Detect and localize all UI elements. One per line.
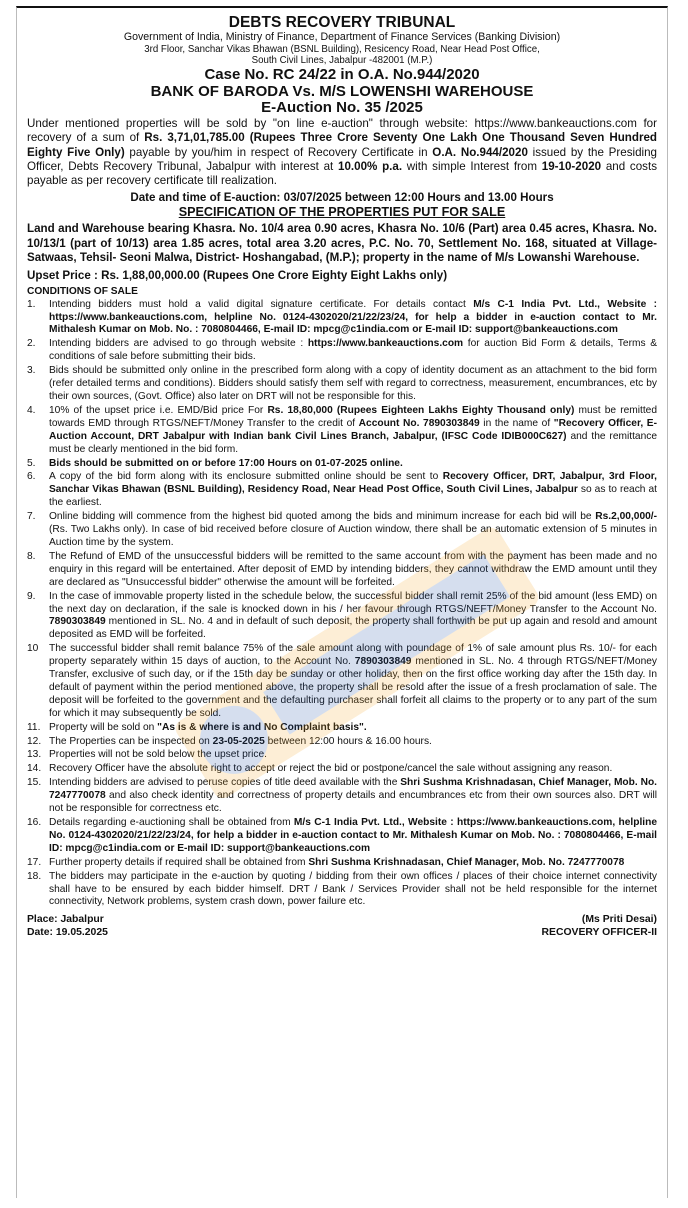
condition-number: 4. xyxy=(27,404,36,416)
condition-text xyxy=(49,551,657,590)
condition-text xyxy=(49,591,657,643)
condition-text-part: 23-05-2025 xyxy=(212,735,265,747)
case-number: Case No. RC 24/22 in O.A. No.944/2020 xyxy=(204,66,480,84)
condition-text-part: Online bidding will commence from the highest bid quoted among the bids and minimum increase for each bid will be xyxy=(49,511,596,523)
conditions-heading: CONDITIONS OF SALE xyxy=(27,285,138,297)
condition-item xyxy=(27,299,657,338)
condition-item xyxy=(27,471,657,510)
condition-text-part: 10% of the upset price i.e. EMD/Bid price For xyxy=(49,404,268,416)
signatory-name: (Ms Priti Desai) xyxy=(581,914,657,926)
condition-number: 7. xyxy=(27,511,36,523)
condition-number: 5. xyxy=(27,457,36,469)
conditions-list xyxy=(27,299,657,910)
condition-number: 15. xyxy=(27,777,42,789)
condition-number: 6. xyxy=(27,471,36,483)
notice-page xyxy=(16,6,668,1198)
condition-item xyxy=(27,749,657,762)
auction-number: E-Auction No. 35 /2025 xyxy=(261,99,423,117)
condition-text xyxy=(49,365,657,404)
auction-datetime: Date and time of E-auction: 03/07/2025 between 12:00 Hours and 13.00 Hours xyxy=(130,190,554,204)
condition-text-part: so as to reach at the earliest. xyxy=(49,484,657,509)
condition-text-part: Further property details if required shall be obtained from xyxy=(49,856,309,868)
condition-text-part: Bids should be submitted only online in the prescribed form along with a copy of identity document as an attachment to the bid form (refer detailed terms and conditions). Bidders should satisfy them self with regard to correctness, measurement, encumbrances, etc by their own sources, (Govt. Office) also later on DRT will not be responsible for this. xyxy=(49,365,657,402)
condition-item xyxy=(27,338,657,364)
intro-text-2: payable by you/him in respect of Recovery Certificate in xyxy=(124,145,433,159)
condition-text xyxy=(49,511,657,550)
condition-text xyxy=(49,405,657,457)
condition-text-part: Shri Sushma Krishnadasan, Chief Manager, Mob. No. 7247770078 xyxy=(49,777,657,802)
condition-text-part: mentioned in SL. No. 4 through RTGS/NEFT/Money Transfer, exclusive of such day, or if the 15th day be sunday or other holiday, then on the first office working day after the 15th day. In default of payment within the period mentioned above, the property shall be resold after the issue of a fresh proclamation of sale. The deposit will be forfeited to the government and the defaulting purchaser shall forfeit all claims to the property or to any part of the sum for which it may subsequently be sold. xyxy=(49,656,657,719)
oa-number: O.A. No.944/2020 xyxy=(432,145,528,159)
condition-number: 10 xyxy=(27,643,39,655)
condition-text-part: in the name of xyxy=(479,417,554,429)
condition-text-part: 7890303849 xyxy=(354,656,412,668)
intro-paragraph xyxy=(27,117,657,189)
intro-text-1: Under mentioned properties will be sold by "on line e-auction" through website: https://www.bankeauctions.com for recovery of a sum of xyxy=(27,116,657,145)
condition-item xyxy=(27,643,657,720)
condition-number: 17. xyxy=(27,856,42,868)
condition-text xyxy=(49,458,657,471)
condition-text-part: and also check identity and correctness of property details and encumbrances etc from their own sources also. DRT will not be responsible for correctness etc. xyxy=(49,790,657,815)
condition-text xyxy=(49,338,657,364)
condition-number: 16. xyxy=(27,817,42,828)
condition-text-part: must be remitted towards EMD through RTGS/NEFT/Money Transfer to the credit of xyxy=(49,404,658,429)
condition-text-part: The bidders may participate in the e-auction by quoting / bidding from their own offices / places of their choice internet connectivity shall have to be ensured by each bidder himself. DRT / Bank / Services Provider shall not be held responsible for the internet connectivity, Network problems, system crash down, power failure etc. xyxy=(49,870,657,908)
condition-text-part: A copy of the bid form along with its enclosure submitted online should be sent to xyxy=(49,471,443,483)
condition-text xyxy=(49,299,657,338)
condition-text-part: The Properties can be inspected on xyxy=(49,735,213,747)
condition-text-part: The successful bidder shall remit balance 75% of the sale amount along with poundage of 1% of sale amount plus Rs. 10/- for each property separately within 15 days of auction, to the Account No. xyxy=(49,643,657,668)
tribunal-title: DEBTS RECOVERY TRIBUNAL xyxy=(228,14,456,31)
recovery-amount: Rs. 3,71,01,785.00 (Rupees Three Crore Seventy One Lakh One Thousand Seven Hundred Eighty Five Only) xyxy=(27,131,657,159)
condition-text-part: and the remittance must be clearly mentioned in the bid form. xyxy=(49,430,657,455)
address-line-1: 3rd Floor, Sanchar Vikas Bhawan (BSNL Building), Resicency Road, Near Head Post Office, xyxy=(144,43,540,55)
condition-number: 12. xyxy=(27,735,42,747)
condition-number: 18. xyxy=(27,870,42,882)
condition-text-part: Recovery Officer, DRT, Jabalpur, 3rd Floor, Sanchar Vikas Bhawan (BSNL Building), Residency Road, Near Head Post Office, South Civil Lines, Jabalpur xyxy=(49,471,657,496)
condition-item xyxy=(27,722,657,735)
interest-date: 19-10-2020 xyxy=(541,159,602,173)
condition-number: 1. xyxy=(27,298,36,310)
condition-text-part: mentioned in SL. No. 4 and in default of such deposit, the property shall forthwith be put up again and resold and amount deposited as EMD will be forfeited. xyxy=(49,616,657,641)
intro-text-3: issued by the Presiding Officer, Debts Recovery Tribunal, Jabalpur with interest at xyxy=(27,145,657,173)
footer-row-2 xyxy=(27,926,657,939)
condition-text-part: Rs. 18,80,000 (Rupees Eighteen Lakhs Eighty Thousand only) xyxy=(267,404,575,416)
condition-text-part: Property will be sold on xyxy=(49,721,158,733)
condition-item xyxy=(27,736,657,749)
condition-text-part: "As is & where is and No Complaint basis". xyxy=(157,721,367,733)
condition-item xyxy=(27,591,657,643)
condition-text-part: Shri Sushma Krishnadasan, Chief Manager, Mob. No. 7247770078 xyxy=(308,856,625,868)
interest-rate: 10.00% p.a. xyxy=(338,159,403,173)
condition-text-part: Account No. 7890303849 xyxy=(358,417,480,429)
condition-text-part: between 12:00 hours & 16.00 hours. xyxy=(264,735,432,747)
condition-item xyxy=(27,817,657,856)
condition-text-part: (Rs. Two Lakhs only). In case of bid received before closure of Auction window, there shall be an automatic extension of 5 minutes in Auction time by the system. xyxy=(49,524,657,548)
upset-price-value: Rs. 1,88,00,000.00 (Rupees One Crore Eighty Eight Lakhs only) xyxy=(97,269,448,283)
upset-price-label: Upset Price : xyxy=(27,269,98,283)
condition-item xyxy=(27,365,657,404)
condition-text-part: Rs.2,00,000/- xyxy=(595,511,657,523)
condition-text-part: The Refund of EMD of the unsuccessful bidders will be remitted to the same account from with the payment has been made and no enquiry in this regard will be entertained. After deposit of EMD by intending bidders, they cannot withdraw the EMD amount until they are declared as "Unsuccessful bidder" otherwise the amount will be forfeited. xyxy=(49,550,657,588)
condition-text-part: Intending bidders are advised to go through website : xyxy=(49,338,308,350)
condition-item xyxy=(27,458,657,471)
condition-text xyxy=(49,871,657,910)
condition-text xyxy=(49,763,657,776)
condition-text-part: "Recovery Officer, E-Auction Account, DRT Jabalpur with Indian bank Civil Lines Branch, Jabalpur, (IFSC Code IDIB000C627) xyxy=(49,417,657,442)
condition-text-part: In the case of immovable property listed in the schedule below, the successful bidder shall remit 25% of the bid amount (less EMD) on the next day on declaration, if the sale is knocked down in his / her favour through RTGS/NEFT/Money Transfer to the Account No. xyxy=(49,590,657,615)
condition-item xyxy=(27,551,657,590)
property-description: Land and Warehouse bearing Khasra. No. 10/4 area 0.90 acres, Khasra No. 10/6 (Part) area 0.45 acres, Khasra. No. 10/13/1 (part of 10/13) area 1.85 acres, total area 3.20 acres, P.C. No. 70, Settlement No. 168, situated at Village- Satwaas, Tehsil- Seoni Malwa, District- Hoshangabad, (M.P.); property in the name of M/s Lowanshi Warehouse. xyxy=(27,222,657,264)
condition-text-part: for auction Bid Form & details, Terms & conditions of sale before submitting their bids. xyxy=(49,338,657,363)
intro-text-4: with simple Interest from xyxy=(402,159,542,173)
condition-text xyxy=(49,643,657,720)
condition-item xyxy=(27,763,657,776)
footer-row-1 xyxy=(27,913,657,926)
condition-text-part: Intending bidders are advised to peruse copies of title deed available with the xyxy=(49,777,401,789)
condition-item xyxy=(27,511,657,550)
condition-number: 11. xyxy=(27,721,41,733)
intro-text-5: and costs payable as per recovery certificate till realization. xyxy=(27,159,657,188)
signatory-designation: RECOVERY OFFICER-II xyxy=(541,927,657,939)
condition-number: 13. xyxy=(27,749,42,761)
condition-text xyxy=(49,749,657,762)
condition-text xyxy=(49,471,657,510)
place: Place: Jabalpur xyxy=(27,914,104,926)
condition-text-part: Details regarding e-auctioning shall be obtained from xyxy=(49,817,294,828)
condition-text xyxy=(49,722,657,735)
condition-text-part: Properties will not be sold below the upset price. xyxy=(49,749,268,761)
condition-number: 8. xyxy=(27,550,36,562)
parties: BANK OF BARODA Vs. M/S LOWENSHI WAREHOUSE xyxy=(150,82,534,100)
condition-text-part: Intending bidders must hold a valid digital signature certificate. For details contact xyxy=(49,298,474,310)
condition-item xyxy=(27,777,657,816)
condition-text xyxy=(49,736,657,749)
condition-number: 9. xyxy=(27,590,36,602)
condition-item xyxy=(27,871,657,910)
address-line-2: South Civil Lines, Jabalpur -482001 (M.P.) xyxy=(251,55,433,67)
condition-item xyxy=(27,857,657,870)
condition-text-part: M/s C-1 India Pvt. Ltd., Website : https://www.bankeauctions.com, helpline No. 0124-4302020/21/22/23/24, for help a bidder in e-auction contact to Mr. Mithalesh Kumar on Mob. No. : 7080804466, E-mail ID: mpcg@c1india.com or E-mail ID: support@bankeauctions.com xyxy=(49,817,657,854)
condition-text xyxy=(49,817,657,856)
condition-number: 2. xyxy=(27,338,36,350)
spec-heading: SPECIFICATION OF THE PROPERTIES PUT FOR SALE xyxy=(178,205,506,220)
condition-text xyxy=(49,777,657,816)
upset-price xyxy=(27,269,657,283)
ministry-line: Government of India, Ministry of Finance, Department of Finance Services (Banking Division) xyxy=(123,31,561,43)
condition-text-part: 7890303849 xyxy=(49,616,106,628)
date: Date: 19.05.2025 xyxy=(27,927,108,939)
condition-text-part: Recovery Officer have the absolute right to accept or reject the bid or postpone/cancel the sale without assigning any reason. xyxy=(49,763,613,775)
condition-text-part: Bids should be submitted on or before 17:00 Hours on 01-07-2025 online. xyxy=(49,457,403,469)
condition-text-part: https://www.bankeauctions.com xyxy=(307,338,464,350)
condition-number: 3. xyxy=(27,365,36,377)
condition-text-part: M/s C-1 India Pvt. Ltd., Website : https://www.bankeauctions.com, helpline No. 0124-4302020/21/22/23/24, for help a bidder in e-auction contact to Mr. Mithalesh Kumar on Mob. No. : 7080804466, E-mail ID: mpcg@c1india.com or E-mail ID: support@bankeauctions.com xyxy=(49,298,657,336)
condition-text xyxy=(49,857,657,870)
condition-item xyxy=(27,405,657,457)
condition-number: 14. xyxy=(27,763,42,775)
